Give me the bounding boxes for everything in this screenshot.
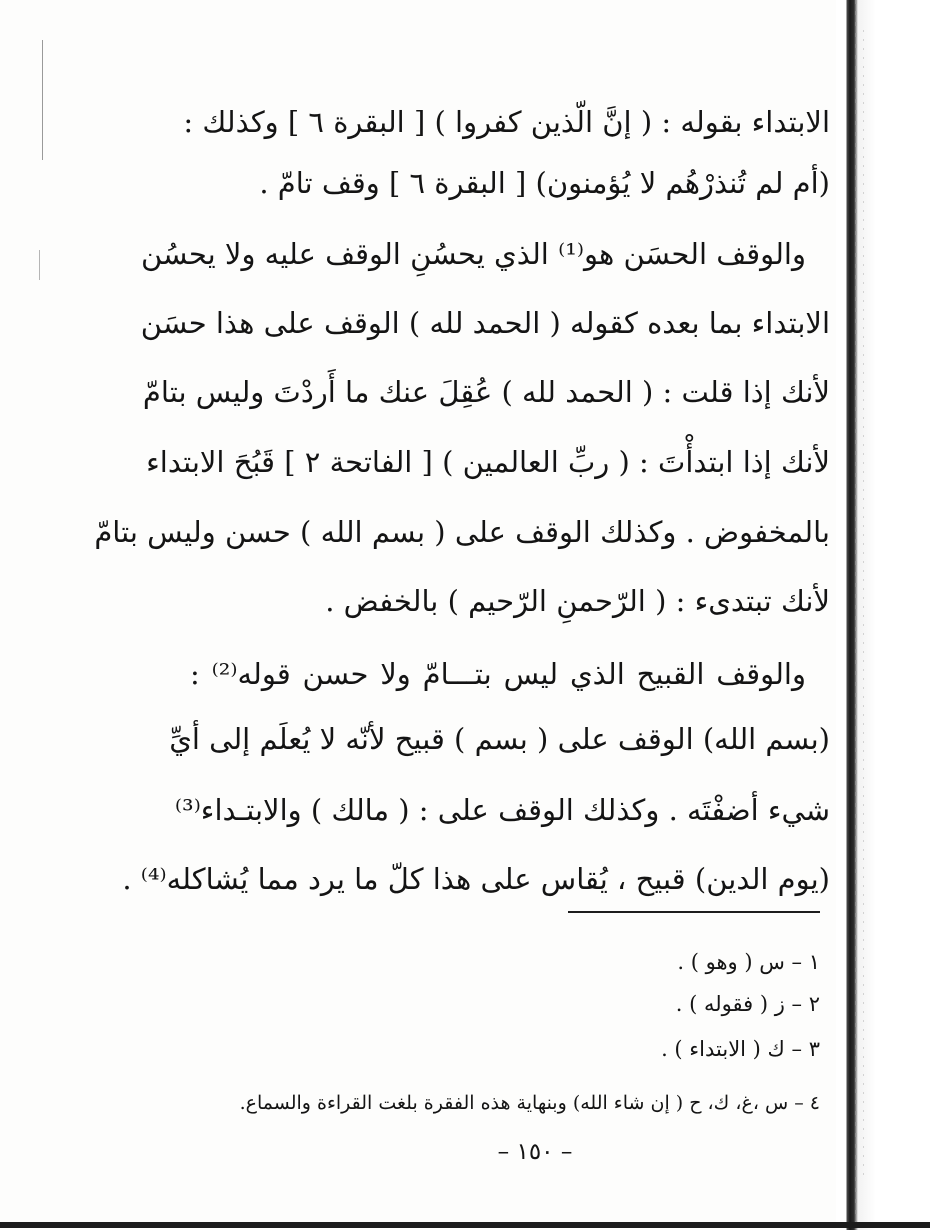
binding-texture <box>855 0 857 1230</box>
text-line: لأنك تبتدىء : ( الرّحمنِ الرّحيم ) بالخفض . <box>325 584 830 618</box>
page-bottom-edge <box>0 1222 930 1228</box>
text-line: شيء أضفْتَه . وكذلك الوقف على : ( مالك ) والابتـداء⁽³⁾ <box>174 793 830 827</box>
margin-mark <box>42 40 43 160</box>
text-line: بالمخفوض . وكذلك الوقف على ( بسم الله ) حسن وليس بتامّ <box>94 515 830 549</box>
text-line: (أم لم تُنذرْهُم لا يُؤمنون) [ البقرة ٦ ] وقف تامّ . <box>259 166 830 200</box>
text-line: (بسم الله) الوقف على ( بسم ) قبيح لأنّه لا يُعلَم إلى أيِّ <box>169 722 830 756</box>
text-line: والوقف الحسَن هو⁽¹⁾ الذي يحسُنِ الوقف عليه ولا يحسُن <box>140 237 806 271</box>
text-line: (يوم الدين) قبيح ، يُقاس على هذا كلّ ما يرد مما يُشاكله⁽⁴⁾ . <box>122 862 830 896</box>
footnote: ١ – س ( وهو ) . <box>677 950 820 974</box>
text-line: لأنك إذا ابتدأْتَ : ( ربِّ العالمين ) [ الفاتحة ٢ ] قَبُحَ الابتداء <box>146 445 830 479</box>
text-line: والوقف القبيح الذي ليس بتـــامّ ولا حسن قوله⁽²⁾ : <box>190 657 806 691</box>
text-line: لأنك إذا قلت : ( الحمد لله ) عُقِلَ عنك ما أَردْتَ وليس بتامّ <box>142 375 830 409</box>
text-line: الابتداء بما بعده كقوله ( الحمد لله ) الوقف على هذا حسَن <box>140 306 830 340</box>
footnote-separator <box>568 911 820 913</box>
book-binding-gutter <box>836 0 930 1230</box>
text-line: الابتداء بقوله : ( إنَّ الّذين كفروا ) [ البقرة ٦ ] وكذلك : <box>183 105 830 139</box>
binding-texture <box>863 30 864 1180</box>
footnote: ٢ – ز ( فقوله ) . <box>675 992 820 1016</box>
margin-mark <box>39 250 40 280</box>
footnote: ٤ – س ،غ، ك، ح ( إن شاء الله) وبنهاية هذه الفقرة بلغت القراءة والسماع. <box>239 1092 820 1114</box>
page-number: – ١٥٠ – <box>497 1139 573 1165</box>
footnote: ٣ – ك ( الابتداء ) . <box>661 1037 820 1061</box>
